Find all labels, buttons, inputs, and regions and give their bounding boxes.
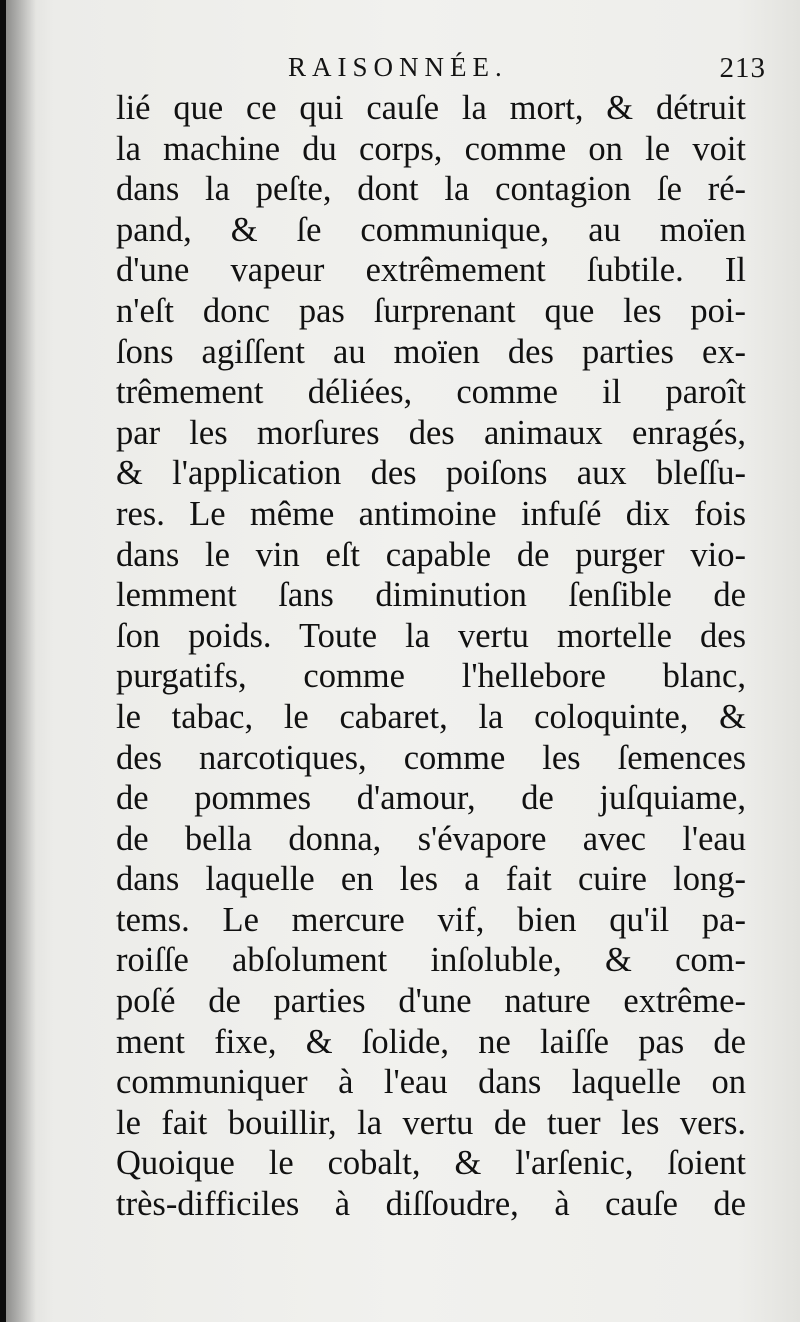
text-line: d'une vapeur extrêmement ſubtile. Il bbox=[116, 251, 746, 290]
text-line: le fait bouillir, la vertu de tuer les vers. bbox=[116, 1103, 746, 1142]
text-line: des narcotiques, comme les ſemences bbox=[116, 738, 746, 777]
text-line: la machine du corps, comme on le voit bbox=[116, 129, 746, 168]
text-line: communiquer à l'eau dans laquelle on bbox=[116, 1063, 746, 1102]
text-line: roiſſe abſolument inſoluble, & com- bbox=[116, 941, 746, 980]
book-page bbox=[6, 0, 800, 1322]
text-line: dans la peſte, dont la contagion ſe ré- bbox=[116, 170, 746, 209]
running-head bbox=[6, 52, 800, 92]
text-line: lié que ce qui cauſe la mort, & détruit bbox=[116, 89, 746, 127]
text-line: pand, & ſe communique, au moïen bbox=[116, 210, 746, 249]
text-line: par les morſures des animaux enragés, bbox=[116, 413, 746, 452]
text-line: res. Le même antimoine infuſé dix fois bbox=[116, 494, 746, 533]
text-line: ſon poids. Toute la vertu mortelle des bbox=[116, 616, 746, 655]
text-line: dans laquelle en les a fait cuire long- bbox=[116, 860, 746, 899]
text-line: Quoique le cobalt, & l'arſenic, ſoient bbox=[116, 1144, 746, 1183]
text-line: dans le vin eſt capable de purger vio- bbox=[116, 535, 746, 574]
text-line: de pommes d'amour, de juſquiame, bbox=[116, 779, 746, 818]
text-line: ſons agiſſent au moïen des parties ex- bbox=[116, 332, 746, 371]
text-line: lemment ſans diminution ſenſible de bbox=[116, 576, 746, 615]
text-line: poſé de parties d'une nature extrême- bbox=[116, 982, 746, 1021]
text-line: très-difficiles à diſſoudre, à cauſe de bbox=[116, 1185, 746, 1224]
binding-shadow bbox=[6, 0, 36, 1322]
text-line: de bella donna, s'évapore avec l'eau bbox=[116, 819, 746, 858]
text-line: purgatifs, comme l'hellebore blanc, bbox=[116, 657, 746, 696]
page-number: 213 bbox=[719, 52, 766, 84]
running-head-title: RAISONNÉE. bbox=[288, 52, 508, 82]
body-text bbox=[116, 88, 746, 1225]
text-line: & l'application des poiſons aux bleſſu- bbox=[116, 454, 746, 493]
text-line: trêmement déliées, comme il paroît bbox=[116, 373, 746, 412]
text-line: n'eſt donc pas ſurprenant que les poi- bbox=[116, 291, 746, 330]
text-line: le tabac, le cabaret, la coloquinte, & bbox=[116, 697, 746, 736]
text-line: ment fixe, & ſolide, ne laiſſe pas de bbox=[116, 1022, 746, 1061]
text-line: tems. Le mercure vif, bien qu'il pa- bbox=[116, 900, 746, 939]
